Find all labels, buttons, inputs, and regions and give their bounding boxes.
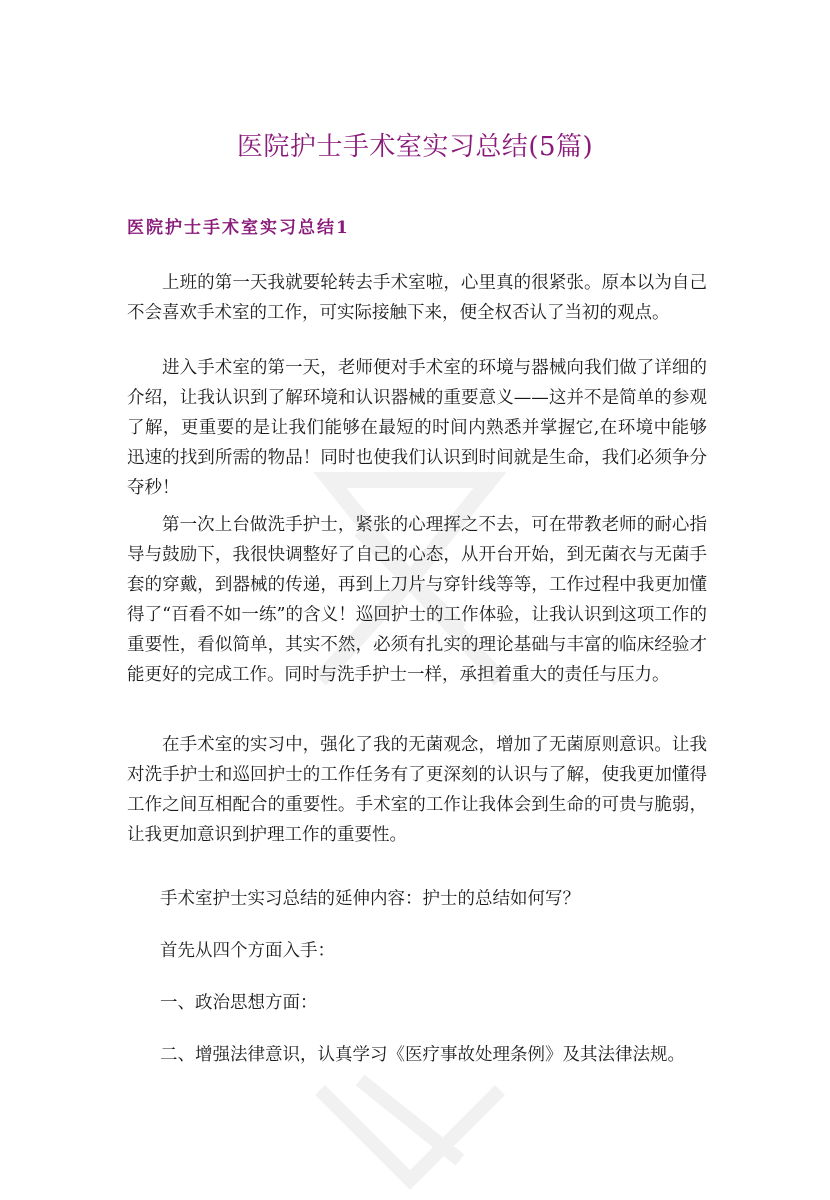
document-title: 医院护士手术室实习总结(5篇) — [236, 132, 594, 162]
text-line: 二、增强法律意识，认真学习《医疗事故处理条例》及其法律法规。 — [160, 1045, 685, 1065]
paragraph: 进入手术室的第一天，老师便对手术室的环境与器械向我们做了详细的介绍，让我认识到了解环境和认识器械的重要意义——这并不是简单的参观了解，更重要的是让我们能够在最短的时间内熟悉并掌握它,在环境中能够迅速的找到所需的物品！同时也使我们认识到时间就是生命，我们必须争分夺秒！ — [127, 358, 707, 498]
text-line: 首先从四个方面入手： — [160, 941, 335, 961]
text-line: 一、政治思想方面： — [160, 993, 318, 1013]
watermark-logo-icon — [300, 1060, 520, 1200]
paragraph: 在手术室的实习中，强化了我的无菌观念，增加了无菌原则意识。让我对洗手护士和巡回护士的工作任务有了更深刻的认识与了解，使我更加懂得工作之间互相配合的重要性。手术室的工作让我体会到生命的可贵与脆弱，让我更加意识到护理工作的重要性。 — [127, 735, 707, 845]
paragraph: 上班的第一天我就要轮转去手术室啦，心里真的很紧张。原本以为自己不会喜欢手术室的工作，可实际接触下来，便全权否认了当初的观点。 — [127, 273, 707, 323]
paragraph: 第一次上台做洗手护士，紧张的心理挥之不去，可在带教老师的耐心指导与鼓励下，我很快调整好了自己的心态，从开台开始，到无菌衣与无菌手套的穿戴，到器械的传递，再到上刀片与穿针线等等，工作过程中我更加懂得了“百看不如一练”的含义！巡回护士的工作体验，让我认识到这项工作的重要性，看似简单，其实不然，必须有扎实的理论基础与丰富的临床经验才能更好的完成工作。同时与洗手护士一样，承担着重大的责任与压力。 — [127, 515, 707, 685]
text-line: 手术室护士实习总结的延伸内容：护士的总结如何写？ — [160, 889, 580, 909]
section-heading: 医院护士手术室实习总结1 — [127, 218, 350, 238]
